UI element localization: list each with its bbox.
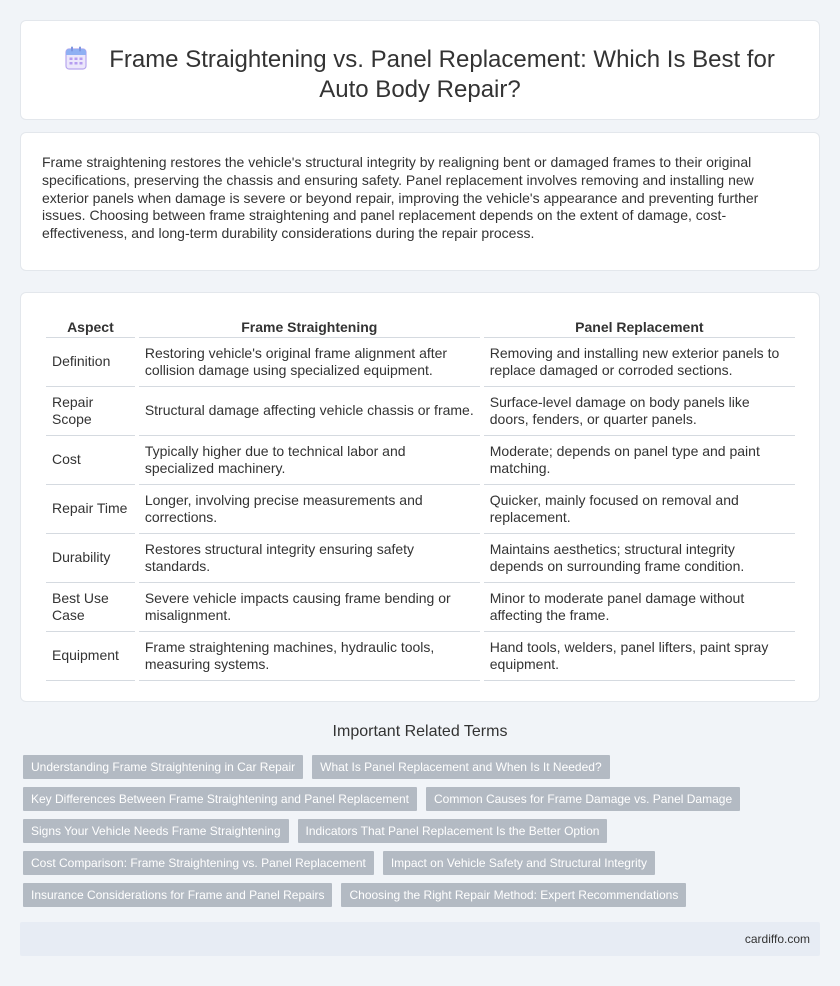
- related-term-link[interactable]: Understanding Frame Straightening in Car Repair: [23, 755, 303, 779]
- row-frame-straightening: Frame straightening machines, hydraulic tools, measuring systems.: [139, 632, 480, 681]
- intro-card: [20, 132, 820, 271]
- table-row: [46, 387, 795, 436]
- related-term-link[interactable]: Indicators That Panel Replacement Is the Better Option: [298, 819, 608, 843]
- row-frame-straightening: Severe vehicle impacts causing frame bending or misalignment.: [139, 583, 480, 632]
- tag-row: [23, 787, 803, 811]
- related-term-link[interactable]: Choosing the Right Repair Method: Expert Recommendations: [341, 883, 686, 907]
- table-row: [46, 583, 795, 632]
- row-panel-replacement: Minor to moderate panel damage without affecting the frame.: [484, 583, 795, 632]
- table-row: [46, 534, 795, 583]
- comparison-card: [20, 292, 820, 702]
- related-term-link[interactable]: Impact on Vehicle Safety and Structural Integrity: [383, 851, 655, 875]
- row-aspect: Repair Time: [46, 485, 135, 534]
- related-term-link[interactable]: Key Differences Between Frame Straightening and Panel Replacement: [23, 787, 417, 811]
- footer: [20, 922, 820, 956]
- related-term-link[interactable]: Insurance Considerations for Frame and Panel Repairs: [23, 883, 332, 907]
- tag-row: [23, 883, 803, 907]
- header-aspect: Aspect: [46, 314, 135, 338]
- header-frame-straightening: Frame Straightening: [139, 314, 480, 338]
- row-panel-replacement: Removing and installing new exterior panels to replace damaged or corroded sections.: [484, 338, 795, 387]
- page-title: [21, 45, 819, 105]
- header-panel-replacement: Panel Replacement: [484, 314, 795, 338]
- page-title-text: Frame Straightening vs. Panel Replacement: Which Is Best for Auto Body Repair?: [109, 46, 775, 103]
- row-frame-straightening: Restores structural integrity ensuring safety standards.: [139, 534, 480, 583]
- table-row: [46, 632, 795, 681]
- table-row: [46, 338, 795, 387]
- row-frame-straightening: Typically higher due to technical labor and specialized machinery.: [139, 436, 480, 485]
- row-frame-straightening: Restoring vehicle's original frame alignment after collision damage using specialized equipment.: [139, 338, 480, 387]
- related-term-link[interactable]: Cost Comparison: Frame Straightening vs. Panel Replacement: [23, 851, 374, 875]
- table-header-row: [46, 314, 795, 338]
- related-term-link[interactable]: Signs Your Vehicle Needs Frame Straightening: [23, 819, 289, 843]
- tag-row: [23, 851, 803, 875]
- row-panel-replacement: Hand tools, welders, panel lifters, paint spray equipment.: [484, 632, 795, 681]
- row-aspect: Best Use Case: [46, 583, 135, 632]
- footer-site-link[interactable]: cardiffo.com: [744, 932, 810, 946]
- row-panel-replacement: Maintains aesthetics; structural integrity depends on surrounding frame condition.: [484, 534, 795, 583]
- related-terms-heading: Important Related Terms: [332, 723, 508, 740]
- comparison-table: [42, 314, 799, 681]
- related-terms-list: [23, 755, 803, 915]
- row-aspect: Durability: [46, 534, 135, 583]
- row-frame-straightening: Structural damage affecting vehicle chassis or frame.: [139, 387, 480, 436]
- row-frame-straightening: Longer, involving precise measurements and corrections.: [139, 485, 480, 534]
- row-aspect: Definition: [46, 338, 135, 387]
- row-panel-replacement: Quicker, mainly focused on removal and replacement.: [484, 485, 795, 534]
- title-card: [20, 20, 820, 120]
- tag-row: [23, 755, 803, 779]
- intro-paragraph: Frame straightening restores the vehicle's structural integrity by realigning bent or damaged frames to their original specifications, preserving the chassis and ensuring safety. Panel replacement involves removing and installing new exterior panels when damage is severe or beyond repair, improving the vehicle's appearance and preventing further issues. Choosing between frame straightening and panel replacement depends on the extent of damage, cost-effectiveness, and long-term durability considerations during the repair process.: [42, 154, 759, 242]
- row-panel-replacement: Moderate; depends on panel type and paint matching.: [484, 436, 795, 485]
- table-row: [46, 436, 795, 485]
- related-term-link[interactable]: What Is Panel Replacement and When Is It Needed?: [312, 755, 610, 779]
- tag-row: [23, 819, 803, 843]
- row-aspect: Cost: [46, 436, 135, 485]
- related-term-link[interactable]: Common Causes for Frame Damage vs. Panel Damage: [426, 787, 740, 811]
- calendar-icon: [65, 46, 87, 70]
- row-aspect: Repair Scope: [46, 387, 135, 436]
- table-row: [46, 485, 795, 534]
- row-panel-replacement: Surface-level damage on body panels like doors, fenders, or quarter panels.: [484, 387, 795, 436]
- row-aspect: Equipment: [46, 632, 135, 681]
